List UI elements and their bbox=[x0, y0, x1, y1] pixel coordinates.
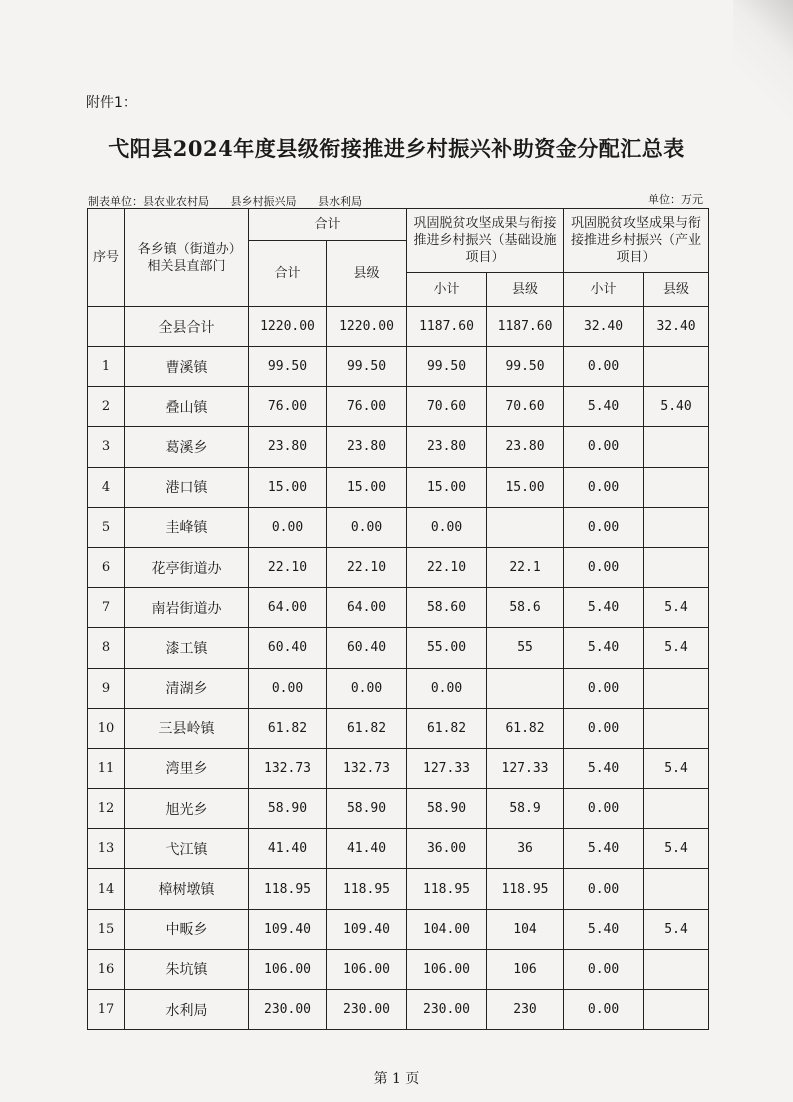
total-total: 1220.00 bbox=[249, 307, 327, 347]
row-infra-subtotal: 106.00 bbox=[407, 949, 487, 989]
row-seq: 8 bbox=[88, 628, 125, 668]
row-industry-subtotal: 5.40 bbox=[564, 588, 644, 628]
row-infra-county: 106 bbox=[487, 949, 564, 989]
row-total-county: 23.80 bbox=[327, 427, 407, 467]
row-infra-county: 104 bbox=[487, 909, 564, 949]
row-industry-county bbox=[644, 949, 709, 989]
row-infra-subtotal: 118.95 bbox=[407, 869, 487, 909]
header-total-sum: 合计 bbox=[249, 241, 327, 307]
header-total-group: 合计 bbox=[249, 209, 407, 241]
maker-unit-1: 制表单位：县农业农村局 bbox=[88, 195, 209, 208]
row-infra-subtotal: 36.00 bbox=[407, 829, 487, 869]
row-infra-subtotal: 70.60 bbox=[407, 387, 487, 427]
row-total-county: 132.73 bbox=[327, 748, 407, 788]
header-industry-subtotal: 小计 bbox=[564, 273, 644, 307]
row-industry-subtotal: 5.40 bbox=[564, 829, 644, 869]
row-infra-subtotal: 55.00 bbox=[407, 628, 487, 668]
row-total-county: 0.00 bbox=[327, 668, 407, 708]
row-infra-subtotal: 104.00 bbox=[407, 909, 487, 949]
table-row bbox=[88, 829, 709, 869]
row-infra-subtotal: 58.90 bbox=[407, 789, 487, 829]
row-seq: 16 bbox=[88, 949, 125, 989]
row-infra-subtotal: 58.60 bbox=[407, 588, 487, 628]
row-total: 64.00 bbox=[249, 588, 327, 628]
row-industry-county bbox=[644, 467, 709, 507]
row-name: 中畈乡 bbox=[125, 909, 249, 949]
row-name: 朱坑镇 bbox=[125, 949, 249, 989]
row-industry-subtotal: 0.00 bbox=[564, 547, 644, 587]
table-row bbox=[88, 668, 709, 708]
row-name: 圭峰镇 bbox=[125, 507, 249, 547]
row-infra-county: 55 bbox=[487, 628, 564, 668]
table-row bbox=[88, 708, 709, 748]
row-industry-subtotal: 0.00 bbox=[564, 990, 644, 1030]
row-total-county: 41.40 bbox=[327, 829, 407, 869]
row-name: 旭光乡 bbox=[125, 789, 249, 829]
total-infra-county: 1187.60 bbox=[487, 307, 564, 347]
row-total: 106.00 bbox=[249, 949, 327, 989]
row-industry-subtotal: 5.40 bbox=[564, 628, 644, 668]
row-infra-county: 118.95 bbox=[487, 869, 564, 909]
row-total: 58.90 bbox=[249, 789, 327, 829]
row-industry-county bbox=[644, 547, 709, 587]
row-seq: 12 bbox=[88, 789, 125, 829]
row-name: 葛溪乡 bbox=[125, 427, 249, 467]
row-infra-county: 61.82 bbox=[487, 708, 564, 748]
row-seq: 17 bbox=[88, 990, 125, 1030]
row-name: 港口镇 bbox=[125, 467, 249, 507]
row-name: 樟树墩镇 bbox=[125, 869, 249, 909]
maker-unit-3: 县水利局 bbox=[318, 195, 362, 208]
row-infra-county: 58.6 bbox=[487, 588, 564, 628]
row-total-county: 118.95 bbox=[327, 869, 407, 909]
row-industry-county bbox=[644, 990, 709, 1030]
header-total-county: 县级 bbox=[327, 241, 407, 307]
row-total: 132.73 bbox=[249, 748, 327, 788]
row-seq: 14 bbox=[88, 869, 125, 909]
row-total: 0.00 bbox=[249, 507, 327, 547]
header-industry-group: 巩固脱贫攻坚成果与衔接推进乡村振兴（产业项目） bbox=[564, 209, 709, 273]
row-total-county: 61.82 bbox=[327, 708, 407, 748]
row-infra-subtotal: 0.00 bbox=[407, 668, 487, 708]
row-total: 15.00 bbox=[249, 467, 327, 507]
table-row bbox=[88, 909, 709, 949]
total-name: 全县合计 bbox=[125, 307, 249, 347]
annex-label: 附件1： bbox=[86, 95, 137, 111]
table-row bbox=[88, 748, 709, 788]
page-number: 第 1 页 bbox=[373, 1071, 420, 1087]
table-row bbox=[88, 789, 709, 829]
row-total-county: 58.90 bbox=[327, 789, 407, 829]
row-seq: 11 bbox=[88, 748, 125, 788]
row-total-county: 60.40 bbox=[327, 628, 407, 668]
row-industry-subtotal: 0.00 bbox=[564, 347, 644, 387]
row-seq: 4 bbox=[88, 467, 125, 507]
total-industry-subtotal: 32.40 bbox=[564, 307, 644, 347]
header-town: 各乡镇（街道办）相关县直部门 bbox=[125, 209, 249, 307]
table-row bbox=[88, 588, 709, 628]
page-title: 弋阳县2024年度县级衔接推进乡村振兴补助资金分配汇总表 bbox=[108, 136, 685, 161]
row-industry-subtotal: 0.00 bbox=[564, 789, 644, 829]
row-total: 76.00 bbox=[249, 387, 327, 427]
row-total-county: 76.00 bbox=[327, 387, 407, 427]
row-infra-county: 36 bbox=[487, 829, 564, 869]
row-industry-subtotal: 5.40 bbox=[564, 387, 644, 427]
row-seq: 7 bbox=[88, 588, 125, 628]
row-industry-county bbox=[644, 789, 709, 829]
maker-info bbox=[88, 193, 380, 209]
row-name: 三县岭镇 bbox=[125, 708, 249, 748]
row-industry-county bbox=[644, 347, 709, 387]
row-total-county: 106.00 bbox=[327, 949, 407, 989]
row-industry-county bbox=[644, 869, 709, 909]
header-seq: 序号 bbox=[88, 209, 125, 307]
row-industry-subtotal: 0.00 bbox=[564, 869, 644, 909]
allocation-table bbox=[87, 208, 709, 1030]
row-industry-subtotal: 0.00 bbox=[564, 467, 644, 507]
row-infra-subtotal: 23.80 bbox=[407, 427, 487, 467]
row-infra-subtotal: 15.00 bbox=[407, 467, 487, 507]
row-name: 清湖乡 bbox=[125, 668, 249, 708]
row-seq: 10 bbox=[88, 708, 125, 748]
row-infra-subtotal: 61.82 bbox=[407, 708, 487, 748]
row-name: 湾里乡 bbox=[125, 748, 249, 788]
row-industry-county bbox=[644, 427, 709, 467]
row-seq: 5 bbox=[88, 507, 125, 547]
row-industry-county: 5.4 bbox=[644, 829, 709, 869]
row-infra-county: 127.33 bbox=[487, 748, 564, 788]
row-name: 漆工镇 bbox=[125, 628, 249, 668]
row-seq: 13 bbox=[88, 829, 125, 869]
row-name: 曹溪镇 bbox=[125, 347, 249, 387]
row-seq: 9 bbox=[88, 668, 125, 708]
row-infra-county: 22.1 bbox=[487, 547, 564, 587]
row-infra-subtotal: 0.00 bbox=[407, 507, 487, 547]
row-seq: 2 bbox=[88, 387, 125, 427]
row-name: 花亭街道办 bbox=[125, 547, 249, 587]
row-infra-subtotal: 99.50 bbox=[407, 347, 487, 387]
row-industry-county: 5.4 bbox=[644, 628, 709, 668]
row-name: 弋江镇 bbox=[125, 829, 249, 869]
row-name: 南岩街道办 bbox=[125, 588, 249, 628]
row-total-county: 15.00 bbox=[327, 467, 407, 507]
header-infra-subtotal: 小计 bbox=[407, 273, 487, 307]
table-row bbox=[88, 949, 709, 989]
row-industry-county: 5.4 bbox=[644, 748, 709, 788]
row-industry-county: 5.4 bbox=[644, 588, 709, 628]
row-total: 99.50 bbox=[249, 347, 327, 387]
header-infra-county: 县级 bbox=[487, 273, 564, 307]
table-row bbox=[88, 467, 709, 507]
row-total: 109.40 bbox=[249, 909, 327, 949]
total-seq bbox=[88, 307, 125, 347]
row-seq: 6 bbox=[88, 547, 125, 587]
row-total: 41.40 bbox=[249, 829, 327, 869]
row-infra-county: 15.00 bbox=[487, 467, 564, 507]
row-industry-county bbox=[644, 507, 709, 547]
row-infra-county: 99.50 bbox=[487, 347, 564, 387]
row-infra-county bbox=[487, 668, 564, 708]
row-total-county: 64.00 bbox=[327, 588, 407, 628]
row-name: 水利局 bbox=[125, 990, 249, 1030]
row-total-county: 22.10 bbox=[327, 547, 407, 587]
row-seq: 15 bbox=[88, 909, 125, 949]
row-infra-county: 23.80 bbox=[487, 427, 564, 467]
row-total: 22.10 bbox=[249, 547, 327, 587]
row-infra-county bbox=[487, 507, 564, 547]
row-total: 118.95 bbox=[249, 869, 327, 909]
row-infra-county: 230 bbox=[487, 990, 564, 1030]
header-row-1 bbox=[88, 209, 709, 241]
total-industry-county: 32.40 bbox=[644, 307, 709, 347]
maker-unit-2: 县乡村振兴局 bbox=[230, 195, 297, 208]
row-infra-subtotal: 230.00 bbox=[407, 990, 487, 1030]
header-infra-group: 巩固脱贫攻坚成果与衔接推进乡村振兴（基础设施项目） bbox=[407, 209, 564, 273]
row-infra-subtotal: 22.10 bbox=[407, 547, 487, 587]
table-row bbox=[88, 628, 709, 668]
row-industry-subtotal: 5.40 bbox=[564, 748, 644, 788]
row-total-county: 99.50 bbox=[327, 347, 407, 387]
table-row bbox=[88, 990, 709, 1030]
row-infra-county: 58.9 bbox=[487, 789, 564, 829]
row-infra-subtotal: 127.33 bbox=[407, 748, 487, 788]
row-industry-subtotal: 5.40 bbox=[564, 909, 644, 949]
row-industry-subtotal: 0.00 bbox=[564, 507, 644, 547]
row-total: 23.80 bbox=[249, 427, 327, 467]
table-row bbox=[88, 347, 709, 387]
row-total-county: 0.00 bbox=[327, 507, 407, 547]
row-total: 60.40 bbox=[249, 628, 327, 668]
row-total: 61.82 bbox=[249, 708, 327, 748]
table-row bbox=[88, 507, 709, 547]
table-row bbox=[88, 387, 709, 427]
table-row bbox=[88, 547, 709, 587]
row-total: 230.00 bbox=[249, 990, 327, 1030]
row-industry-county: 5.4 bbox=[644, 909, 709, 949]
row-name: 叠山镇 bbox=[125, 387, 249, 427]
row-industry-county bbox=[644, 668, 709, 708]
unit-label: 单位：万元 bbox=[648, 193, 703, 206]
row-industry-subtotal: 0.00 bbox=[564, 949, 644, 989]
row-total-county: 109.40 bbox=[327, 909, 407, 949]
row-total: 0.00 bbox=[249, 668, 327, 708]
table-row bbox=[88, 427, 709, 467]
total-row bbox=[88, 307, 709, 347]
row-seq: 1 bbox=[88, 347, 125, 387]
total-infra-subtotal: 1187.60 bbox=[407, 307, 487, 347]
row-industry-county bbox=[644, 708, 709, 748]
row-total-county: 230.00 bbox=[327, 990, 407, 1030]
row-seq: 3 bbox=[88, 427, 125, 467]
row-infra-county: 70.60 bbox=[487, 387, 564, 427]
row-industry-county: 5.40 bbox=[644, 387, 709, 427]
table-row bbox=[88, 869, 709, 909]
row-industry-subtotal: 0.00 bbox=[564, 708, 644, 748]
total-total-county: 1220.00 bbox=[327, 307, 407, 347]
page-edge-shadow bbox=[733, 0, 793, 120]
header-industry-county: 县级 bbox=[644, 273, 709, 307]
row-industry-subtotal: 0.00 bbox=[564, 427, 644, 467]
row-industry-subtotal: 0.00 bbox=[564, 668, 644, 708]
